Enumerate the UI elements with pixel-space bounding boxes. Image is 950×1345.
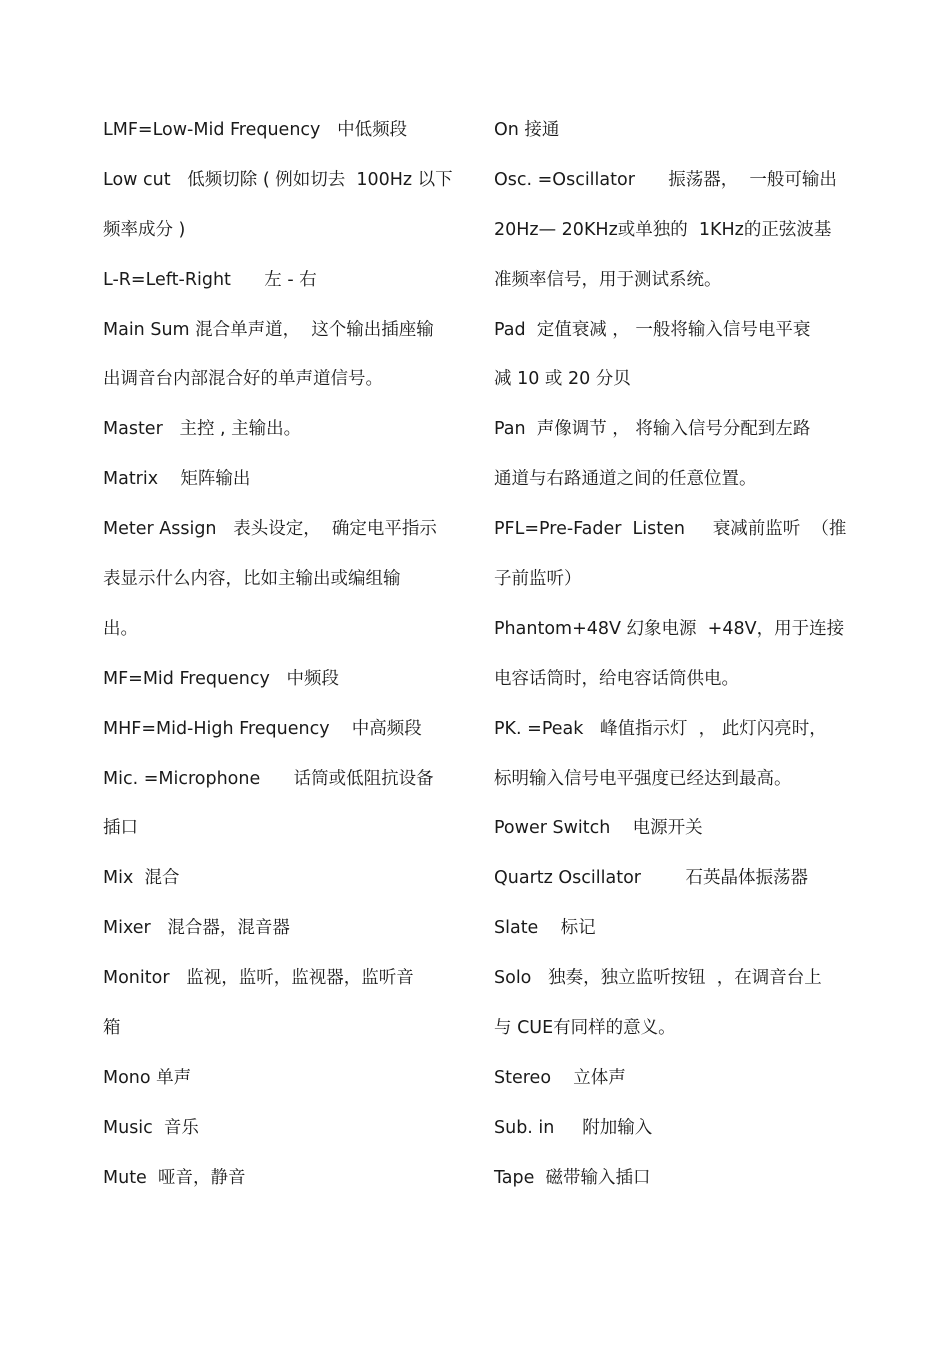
glossary-line: Music 音乐 <box>103 1117 199 1138</box>
glossary-line: Mute 哑音，静音 <box>103 1167 246 1188</box>
glossary-line: 出。 <box>103 618 138 639</box>
glossary-line: Meter Assign 表头设定， 确定电平指示 <box>103 519 437 540</box>
glossary-line: Quartz Oscillator 石英晶体振荡器 <box>494 868 808 889</box>
glossary-line: Mic. =Microphone 话筒或低阻抗设备 <box>103 768 434 789</box>
glossary-line: Mixer 混合器，混音器 <box>103 918 290 939</box>
glossary-line: Master 主控 , 主输出。 <box>103 419 302 440</box>
glossary-line: MHF=Mid-High Frequency 中高频段 <box>103 718 422 739</box>
glossary-line: 电容话筒时，给电容话筒供电。 <box>494 668 739 689</box>
glossary-line: PK. =Peak 峰值指示灯 ， 此灯闪亮时， <box>494 718 827 739</box>
glossary-line: Stereo 立体声 <box>494 1067 626 1088</box>
glossary-line: 出调音台内部混合好的单声道信号。 <box>103 369 383 390</box>
glossary-line: Slate 标记 <box>494 918 596 939</box>
glossary-line: 子前监听） <box>494 569 582 590</box>
glossary-line: Low cut 低频切除 ( 例如切去 100Hz 以下 <box>103 169 453 190</box>
glossary-line: Pan 声像调节 ， 将输入信号分配到左路 <box>494 419 811 440</box>
glossary-line: 通道与右路通道之间的任意位置。 <box>494 469 757 490</box>
glossary-line: Power Switch 电源开关 <box>494 818 703 839</box>
glossary-line: 表显示什么内容，比如主输出或编组输 <box>103 569 401 590</box>
glossary-line: L-R=Left-Right 左 - 右 <box>103 269 317 290</box>
glossary-line: Phantom+48V 幻象电源 +48V，用于连接 <box>494 618 845 639</box>
glossary-line: LMF=Low-Mid Frequency 中低频段 <box>103 120 408 140</box>
glossary-line: 与 CUE有同样的意义。 <box>494 1018 676 1039</box>
glossary-line: Sub. in 附加输入 <box>494 1117 653 1138</box>
glossary-line: 箱 <box>103 1018 121 1039</box>
glossary-line: 减 10 或 20 分贝 <box>494 369 631 390</box>
glossary-line: Main Sum 混合单声道， 这个输出插座输 <box>103 319 434 340</box>
glossary-line: Matrix 矩阵输出 <box>103 469 251 490</box>
glossary-line: Osc. =Oscillator 振荡器， 一般可输出 <box>494 169 837 190</box>
glossary-line: 准频率信号，用于测试系统。 <box>494 269 722 290</box>
glossary-line: Mono 单声 <box>103 1067 192 1088</box>
glossary-line: PFL=Pre-Fader Listen 衰减前监听 （推 <box>494 519 847 540</box>
glossary-line: 标明输入信号电平强度已经达到最高。 <box>494 768 792 789</box>
glossary-column-left <box>103 106 465 1204</box>
glossary-line: 插口 <box>103 818 138 839</box>
glossary-line: 20Hz— 20KHz或单独的 1KHz的正弦波基 <box>494 219 832 240</box>
glossary-line: Pad 定值衰减 ， 一般将输入信号电平衰 <box>494 319 811 340</box>
glossary-line: Monitor 监视，监听，监视器，监听音 <box>103 968 414 989</box>
glossary-line: MF=Mid Frequency 中频段 <box>103 668 340 689</box>
glossary-line: Tape 磁带输入插口 <box>494 1167 651 1188</box>
glossary-line: 频率成分 ) <box>103 219 186 240</box>
glossary-line: Solo 独奏，独立监听按钮 ，在调音台上 <box>494 968 822 989</box>
glossary-line: On 接通 <box>494 120 560 140</box>
glossary-line: Mix 混合 <box>103 868 180 889</box>
glossary-column-right <box>494 106 854 1204</box>
